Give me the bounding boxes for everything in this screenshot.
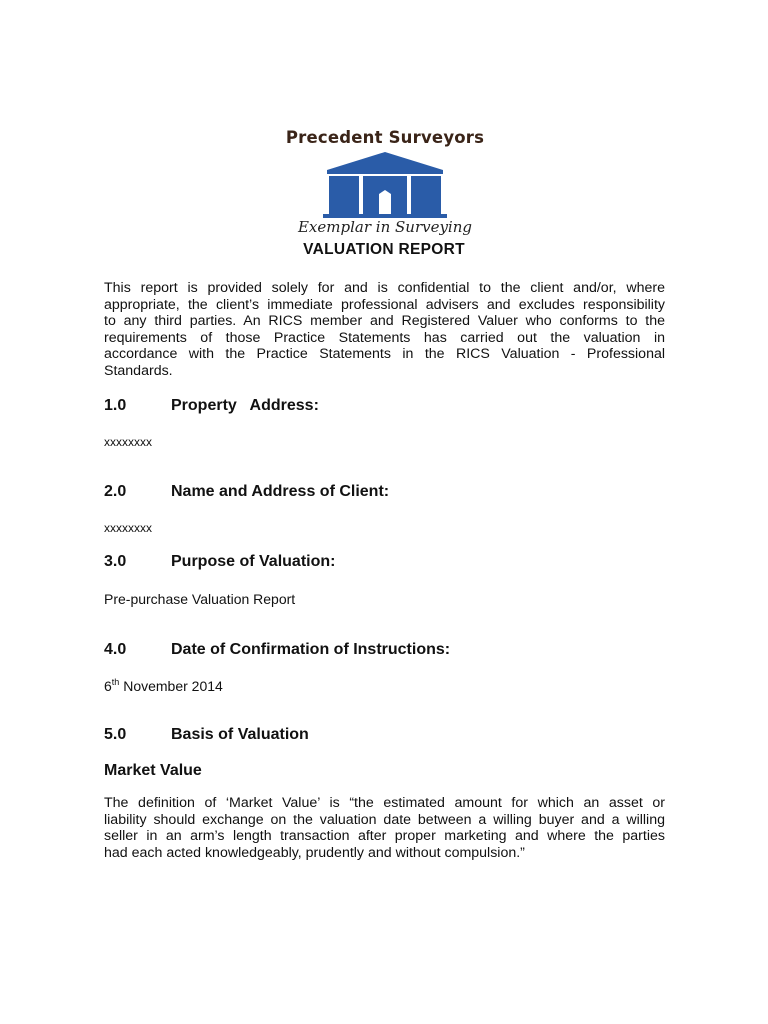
- section-number: 3.0: [104, 553, 127, 570]
- intro-line: requirements of those Practice Statements has carried out the valuation in: [104, 329, 665, 346]
- date-month-year: November 2014: [119, 678, 223, 694]
- section-title: Property Address:: [171, 397, 319, 414]
- definition-line: seller in an arm’s length transaction after proper marketing and where the parties: [104, 828, 665, 845]
- section-heading-basis: [104, 726, 309, 744]
- client-value: xxxxxxxx: [104, 521, 152, 535]
- section-heading-client: [104, 483, 389, 501]
- section-heading-instruction-date: [104, 641, 450, 659]
- property-address-value: xxxxxxxx: [104, 435, 152, 449]
- page-title: VALUATION REPORT: [303, 241, 465, 258]
- date-day: 6: [104, 678, 112, 694]
- section-number: 2.0: [104, 483, 127, 500]
- intro-line: This report is provided solely for and is confidential to the client and/or, where: [104, 280, 665, 296]
- section-number: 5.0: [104, 726, 127, 743]
- market-value-heading: Market Value: [104, 762, 202, 779]
- section-heading-property-address: [104, 397, 319, 415]
- definition-line: had each acted knowledgeably, prudently and without compulsion.”: [104, 844, 525, 861]
- company-logo: [285, 126, 485, 242]
- section-title: Purpose of Valuation:: [171, 553, 336, 570]
- definition-line: liability should exchange on the valuation date between a willing buyer and a willing: [104, 811, 665, 828]
- section-title: Name and Address of Client:: [171, 483, 390, 500]
- company-name: Precedent Surveyors: [285, 128, 485, 147]
- intro-line: appropriate, the client’s immediate professional advisers and excludes responsibility: [104, 296, 665, 313]
- section-number: 1.0: [104, 397, 127, 414]
- instruction-date-value: [104, 677, 223, 694]
- purpose-value: Pre-purchase Valuation Report: [104, 591, 296, 607]
- intro-line: accordance with the Practice Statements in the RICS Valuation - Professional: [104, 346, 665, 363]
- section-heading-purpose: [104, 553, 335, 571]
- market-value-definition: [104, 795, 665, 861]
- section-title: Date of Confirmation of Instructions:: [171, 641, 451, 658]
- company-tagline: Exemplar in Surveying: [297, 218, 472, 236]
- section-number: 4.0: [104, 641, 127, 658]
- date-day-suffix: th: [111, 677, 120, 687]
- definition-line: The definition of ‘Market Value’ is “the estimated amount for which an asset or: [104, 795, 665, 811]
- intro-paragraph: [104, 280, 665, 380]
- house-icon: [323, 150, 447, 218]
- intro-line: to any third parties. An RICS member and Registered Valuer who conforms to the: [104, 313, 665, 330]
- intro-line: Standards.: [104, 362, 173, 379]
- section-title: Basis of Valuation: [171, 726, 309, 743]
